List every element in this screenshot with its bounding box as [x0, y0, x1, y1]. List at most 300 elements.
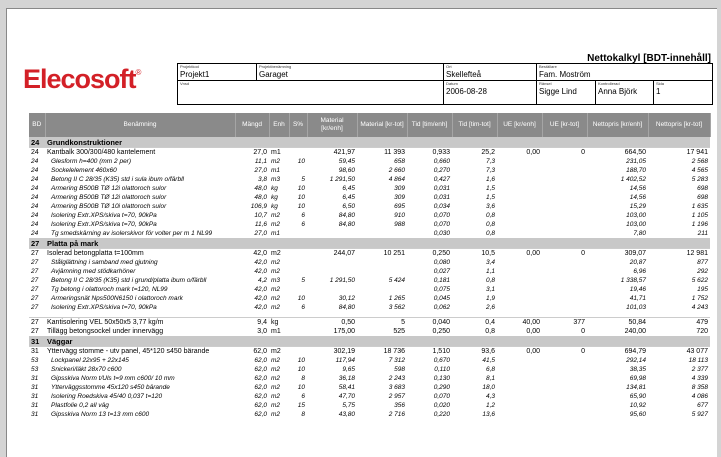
table-cell: 18 113: [688, 357, 708, 364]
table-cell: [497, 285, 542, 294]
component-row: [29, 285, 710, 294]
table-cell: 18 736: [357, 347, 407, 357]
table-cell: [542, 374, 587, 383]
table-cell: 5: [301, 277, 305, 284]
table-cell: 1,5: [485, 185, 495, 192]
table-cell: 720: [696, 328, 708, 335]
item-row: [29, 249, 710, 259]
table-cell: 3,4: [485, 259, 495, 266]
table-cell: Gipsskiva Norm 13 t=13 mm c600: [51, 411, 150, 418]
vnsd-cell: [177, 81, 444, 104]
table-cell: Kantisolering VEL 50x50x5 3,77 kg/m: [45, 318, 235, 328]
section-row: [29, 137, 710, 148]
table-cell: 6,96: [633, 268, 646, 275]
table-cell: 65,90: [629, 393, 646, 400]
table-cell: 4,3: [485, 393, 495, 400]
ort-label: Ort: [446, 64, 452, 69]
table-cell: 42,0: [254, 268, 267, 275]
table-cell: Snickeri/läkt 28x70 c600: [51, 366, 122, 373]
table-cell: 103,00: [626, 212, 646, 219]
table-cell: 10: [297, 185, 305, 192]
table-cell: 31: [31, 393, 39, 400]
component-row: [29, 220, 710, 229]
table-cell: 877: [697, 259, 708, 266]
table-cell: [542, 356, 587, 365]
table-cell: 134,81: [626, 384, 646, 391]
table-cell: 0,130: [433, 375, 450, 382]
table-cell: [497, 294, 542, 303]
cost-table: [29, 113, 711, 419]
component-row: [29, 229, 710, 238]
table-cell: 4 086: [691, 393, 708, 400]
component-row: [29, 166, 710, 175]
bestallare-value: Fam. Moström: [539, 70, 591, 79]
table-cell: 48,0: [254, 194, 267, 201]
table-cell: 479: [648, 318, 710, 328]
component-row: [29, 211, 710, 220]
table-cell: 698: [697, 194, 708, 201]
table-cell: 18,0: [482, 384, 495, 391]
table-cell: 19,46: [629, 286, 646, 293]
component-row: [29, 294, 710, 303]
table-cell: 10,92: [629, 402, 646, 409]
table-cell: 4,2: [257, 277, 267, 284]
table-cell: [497, 211, 542, 220]
table-cell: Avjämning med stödkarhöner: [51, 268, 136, 275]
table-cell: 11,1: [254, 158, 267, 165]
table-cell: 42,0: [235, 249, 269, 259]
table-cell: [289, 267, 307, 276]
table-cell: 175,00: [333, 328, 355, 335]
table-cell: 43 077: [648, 347, 710, 357]
table-cell: 4 243: [691, 304, 708, 311]
column-header: BD: [29, 113, 45, 137]
table-cell: 31: [31, 411, 39, 418]
table-cell: 95,60: [629, 411, 646, 418]
table-cell: [497, 157, 542, 166]
table-cell: 525: [393, 328, 405, 335]
column-header: Material [kr/enh]: [307, 113, 357, 137]
section-code: 24: [29, 137, 45, 148]
table-cell: 3,6: [485, 203, 495, 210]
table-cell: m2: [271, 366, 281, 373]
table-cell: 2,6: [485, 304, 495, 311]
table-cell: [497, 229, 542, 238]
table-cell: 2 377: [691, 366, 708, 373]
table-header-row: [29, 113, 710, 137]
table-cell: m2: [271, 295, 281, 302]
bestallare-label: Beställare: [539, 64, 557, 69]
table-cell: 59,45: [338, 158, 355, 165]
table-cell: Tillägg betongsockel under innervägg: [47, 328, 164, 335]
table-cell: 6: [301, 221, 305, 228]
table-cell: 0,020: [433, 402, 450, 409]
projektkod-value: Projekt1: [180, 70, 210, 79]
table-cell: 1 752: [691, 295, 708, 302]
table-cell: 62,0: [254, 375, 267, 382]
table-cell: 27: [29, 249, 45, 259]
table-cell: Armering B500B TØ 10i olattoroch sulor: [51, 203, 167, 210]
table-cell: Sockelelement 460x60: [51, 167, 117, 174]
table-cell: 0,270: [433, 167, 450, 174]
table-cell: 3,1: [485, 286, 495, 293]
column-header: Enh: [269, 113, 289, 137]
table-cell: 10: [297, 384, 305, 391]
table-cell: [542, 184, 587, 193]
table-cell: 9,65: [342, 366, 355, 373]
table-cell: 0,181: [433, 277, 450, 284]
component-row: [29, 374, 710, 383]
table-cell: 658: [394, 158, 405, 165]
table-cell: 0,075: [433, 286, 450, 293]
table-cell: 10,7: [254, 212, 267, 219]
table-cell: 244,07: [307, 249, 357, 259]
table-cell: 62,0: [254, 384, 267, 391]
table-cell: [497, 374, 542, 383]
table-cell: [497, 175, 542, 184]
table-cell: 0,070: [433, 221, 450, 228]
table-cell: 10: [297, 357, 305, 364]
table-cell: 93,6: [452, 347, 497, 357]
table-cell: m2: [271, 357, 281, 364]
table-cell: 8 358: [691, 384, 708, 391]
vnsd-label: Vnsd: [180, 81, 190, 86]
table-cell: 62,0: [254, 357, 267, 364]
table-cell: [542, 202, 587, 211]
table-cell: Isolering Extr.XPS/skiva t=70, 90kPa: [51, 304, 157, 311]
table-cell: 0,027: [433, 268, 450, 275]
table-cell: 84,80: [338, 221, 355, 228]
logo-mark: ®: [135, 68, 141, 77]
table-cell: kg: [269, 318, 289, 328]
table-cell: 11,6: [254, 221, 267, 228]
table-cell: m2: [271, 375, 281, 382]
table-cell: 3,8: [257, 176, 267, 183]
column-header: Material [kr-tot]: [357, 113, 407, 137]
table-cell: [542, 392, 587, 401]
table-cell: 53: [31, 357, 39, 364]
component-row: [29, 356, 710, 365]
table-cell: [497, 220, 542, 229]
component-row: [29, 202, 710, 211]
table-cell: 24: [31, 230, 39, 237]
table-cell: 5,75: [342, 402, 355, 409]
table-cell: 1 196: [691, 221, 708, 228]
table-cell: [542, 383, 587, 392]
table-cell: [307, 258, 357, 267]
table-cell: 41,5: [482, 357, 495, 364]
table-cell: [542, 211, 587, 220]
table-cell: 0,031: [433, 185, 450, 192]
table-cell: 24: [31, 212, 39, 219]
column-header: Tid [tim/enh]: [407, 113, 452, 137]
table-cell: 24: [31, 167, 39, 174]
table-cell: 0,4: [452, 318, 497, 328]
component-row: [29, 401, 710, 410]
table-cell: m2: [271, 268, 281, 275]
table-cell: m2: [271, 304, 281, 311]
logo-text: Elecosoft: [23, 64, 136, 94]
section-code: 27: [29, 238, 45, 249]
kontrollerad-cell: [596, 81, 654, 104]
table-cell: 0: [581, 328, 585, 335]
document-page: [6, 8, 717, 457]
table-cell: m1: [271, 328, 281, 335]
table-cell: [497, 410, 542, 419]
table-cell: 0,427: [433, 176, 450, 183]
table-cell: 4 864: [388, 176, 405, 183]
table-cell: 3 562: [388, 304, 405, 311]
table-cell: 309: [394, 194, 405, 201]
component-row: [29, 193, 710, 202]
section-row: [29, 238, 710, 249]
component-row: [29, 175, 710, 184]
table-cell: [307, 229, 357, 238]
section-title: Väggar: [45, 336, 710, 347]
table-cell: 24: [31, 185, 39, 192]
projektbenamning-label: Projektbenämning: [259, 64, 292, 69]
table-cell: 0,250: [407, 249, 452, 259]
table-cell: [542, 175, 587, 184]
table-cell: [357, 285, 407, 294]
table-cell: 1,510: [407, 347, 452, 357]
table-cell: 41,71: [629, 295, 646, 302]
table-cell: 24: [29, 148, 45, 158]
table-cell: 0,660: [433, 158, 450, 165]
table-cell: 15,29: [629, 203, 646, 210]
table-cell: 664,50: [587, 148, 648, 158]
table-cell: 309,07: [587, 249, 648, 259]
table-cell: [542, 294, 587, 303]
table-cell: 8,1: [485, 375, 495, 382]
table-cell: 5 927: [691, 411, 708, 418]
table-cell: 98,60: [338, 167, 355, 174]
table-cell: 2 660: [388, 167, 405, 174]
table-cell: 15: [297, 402, 305, 409]
section-code: 31: [29, 336, 45, 347]
column-header: UE [kr/enh]: [497, 113, 542, 137]
table-cell: [542, 267, 587, 276]
column-header: Nettopris [kr-tot]: [648, 113, 710, 137]
table-cell: Stålglättning i samband med gjutning: [51, 259, 158, 266]
table-cell: [497, 202, 542, 211]
table-cell: [542, 157, 587, 166]
table-cell: 10: [297, 295, 305, 302]
sida-value: 1: [656, 87, 661, 96]
section-row: [29, 336, 710, 347]
table-cell: 195: [697, 286, 708, 293]
table-cell: 10: [297, 203, 305, 210]
item-row: [29, 318, 710, 328]
table-cell: 101,03: [626, 304, 646, 311]
table-cell: [497, 392, 542, 401]
table-cell: 8: [301, 375, 305, 382]
table-cell: 0,034: [433, 203, 450, 210]
table-cell: 7,3: [485, 167, 495, 174]
table-cell: 2 243: [388, 375, 405, 382]
table-cell: 31: [31, 375, 39, 382]
table-cell: 1 635: [691, 203, 708, 210]
table-cell: [497, 401, 542, 410]
table-cell: 694,79: [587, 347, 648, 357]
table-cell: [357, 258, 407, 267]
table-cell: 31: [29, 347, 45, 357]
table-cell: [289, 285, 307, 294]
table-cell: 27,0: [254, 167, 267, 174]
section-title: Platta på mark: [45, 238, 710, 249]
table-cell: Armeringsnät Nps500N6150 i olattoroch mark: [51, 295, 183, 302]
table-cell: 69,98: [629, 375, 646, 382]
table-cell: [497, 267, 542, 276]
table-cell: 24: [31, 194, 39, 201]
table-cell: m2: [271, 158, 281, 165]
table-cell: 231,05: [626, 158, 646, 165]
table-cell: 6: [301, 212, 305, 219]
projektkod-label: Projektkod: [180, 64, 199, 69]
table-cell: 0,062: [433, 304, 450, 311]
kontrollerad-value: Anna Björk: [598, 87, 638, 96]
component-row: [29, 392, 710, 401]
table-cell: [289, 258, 307, 267]
table-cell: 6: [301, 393, 305, 400]
table-cell: m3: [271, 277, 281, 284]
table-cell: 27: [31, 277, 39, 284]
bestallare-cell: [537, 64, 712, 81]
projektbenamning-cell: [257, 64, 444, 81]
table-cell: kg: [271, 203, 278, 210]
table-cell: Isolerad betongplatta t=100mm: [45, 249, 235, 259]
table-cell: 1 291,50: [329, 277, 355, 284]
table-cell: 0,00: [497, 249, 542, 259]
table-cell: 103,00: [626, 221, 646, 228]
component-row: [29, 267, 710, 276]
table-cell: 6,50: [342, 203, 355, 210]
table-cell: 0,8: [485, 221, 495, 228]
table-cell: [289, 347, 307, 357]
component-row: [29, 276, 710, 285]
table-cell: [289, 166, 307, 175]
table-cell: 0,8: [485, 328, 495, 335]
table-cell: kg: [271, 185, 278, 192]
table-cell: 421,97: [307, 148, 357, 158]
table-cell: 10: [297, 366, 305, 373]
table-cell: 84,80: [338, 304, 355, 311]
table-cell: [497, 166, 542, 175]
table-cell: 42,0: [254, 304, 267, 311]
table-cell: 1,5: [485, 194, 495, 201]
table-cell: 42,0: [254, 295, 267, 302]
table-cell: 27,0: [254, 230, 267, 237]
table-cell: [542, 193, 587, 202]
table-cell: 0: [542, 148, 587, 158]
table-cell: 27: [31, 295, 39, 302]
table-cell: 698: [697, 185, 708, 192]
table-cell: 1,9: [485, 295, 495, 302]
table-cell: m2: [271, 384, 281, 391]
component-row: [29, 258, 710, 267]
table-cell: [542, 220, 587, 229]
table-cell: 2 568: [691, 158, 708, 165]
table-cell: Isolering Extr.XPS/skiva t=70, 90kPa: [51, 212, 157, 219]
table-cell: [542, 303, 587, 312]
section-title: Grundkonstruktioner: [45, 137, 710, 148]
table-cell: [357, 229, 407, 238]
table-cell: Armering B500B TØ 12i olattoroch sulor: [51, 185, 167, 192]
table-cell: 1 105: [691, 212, 708, 219]
table-cell: 27: [31, 286, 39, 293]
table-cell: 3,0: [257, 328, 267, 335]
table-cell: 7,80: [633, 230, 646, 237]
table-cell: 0,030: [433, 230, 450, 237]
datum-value: 2006-08-28: [446, 87, 487, 96]
table-cell: kg: [271, 194, 278, 201]
table-cell: 6,8: [485, 366, 495, 373]
table-cell: [497, 365, 542, 374]
table-cell: 0: [542, 347, 587, 357]
table-cell: 302,19: [307, 347, 357, 357]
component-row: [29, 303, 710, 312]
table-cell: 13,6: [482, 411, 495, 418]
table-cell: 0,8: [485, 230, 495, 237]
table-cell: 27: [29, 318, 45, 328]
table-cell: 677: [697, 402, 708, 409]
table-cell: [542, 258, 587, 267]
table-cell: 106,9: [250, 203, 267, 210]
table-cell: [497, 383, 542, 392]
column-header: S%: [289, 113, 307, 137]
table-cell: 27,0: [235, 148, 269, 158]
table-cell: Isolering Extr.XPS/skiva t=70, 90kPa: [51, 221, 157, 228]
table-cell: 1 265: [388, 295, 405, 302]
table-cell: 24: [31, 203, 39, 210]
table-cell: [289, 318, 307, 328]
table-cell: Plastfolie 0,2 all väg: [51, 402, 109, 409]
table-cell: 1 291,50: [329, 176, 355, 183]
table-cell: 47,70: [338, 393, 355, 400]
table-cell: 0,00: [497, 148, 542, 158]
table-cell: [497, 276, 542, 285]
item-row: [29, 327, 710, 336]
sida-cell: [654, 81, 712, 104]
table-cell: 50,84: [587, 318, 648, 328]
table-cell: [497, 356, 542, 365]
table-cell: [307, 267, 357, 276]
ort-value: Skellefteå: [446, 70, 482, 79]
ransel-label: Ränsel: [539, 81, 552, 86]
table-cell: [497, 303, 542, 312]
ransel-cell: [537, 81, 596, 104]
table-cell: 0,00: [497, 347, 542, 357]
table-cell: 0,080: [433, 259, 450, 266]
table-cell: 0,110: [434, 366, 450, 373]
component-row: [29, 157, 710, 166]
sida-label: Sida: [656, 81, 665, 86]
table-cell: Isolering Roedskiva 45/40 0,037 t=120: [51, 393, 163, 400]
table-cell: 356: [394, 402, 405, 409]
table-cell: [289, 327, 307, 336]
table-cell: 17 941: [648, 148, 710, 158]
table-cell: 25,2: [452, 148, 497, 158]
table-cell: 42,0: [254, 286, 267, 293]
datum-label: Datum: [446, 81, 458, 86]
table-cell: 31: [31, 402, 39, 409]
table-cell: 377: [542, 318, 587, 328]
component-row: [29, 383, 710, 392]
table-cell: [542, 166, 587, 175]
table-cell: Betong II C 28/35 (K35) std i grund/platta ibum o/färbll: [51, 277, 207, 284]
table-cell: 309: [394, 185, 405, 192]
table-cell: 292,14: [626, 357, 646, 364]
